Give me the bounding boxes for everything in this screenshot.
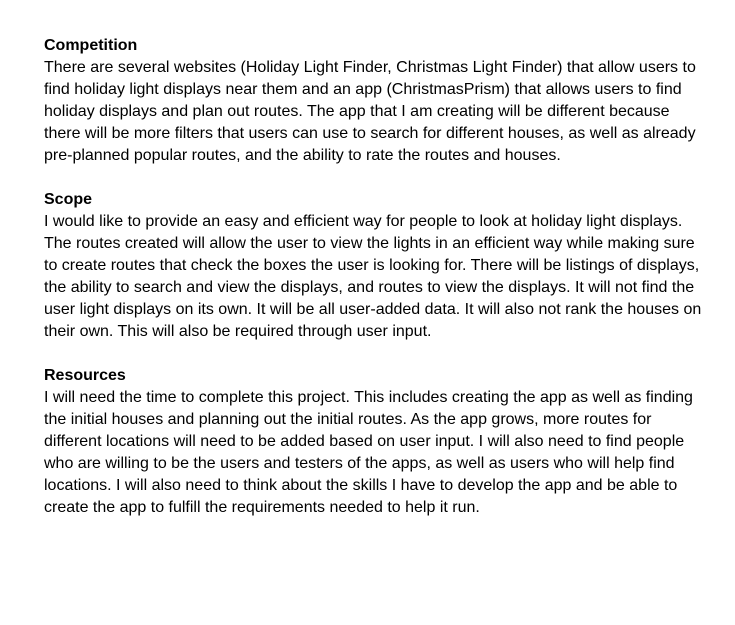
- section-body-resources: I will need the time to complete this project. This includes creating the app as well as finding the initial houses and planning out the initial routes. As the app grows, more routes for different locations will need to be added based on user input. I will also need to find people who are willing to be the users and testers of the apps, as well as users who will help find locations. I will also need to think about the skills I have to develop the app and be able to create the app to fulfill the requirements needed to help it run.: [44, 389, 693, 516]
- document-body: [44, 35, 704, 541]
- section-body-competition: There are several websites (Holiday Light Finder, Christmas Light Finder) that allow users to find holiday light displays near them and an app (ChristmasPrism) that allows users to find holiday displays and plan out routes. The app that I am creating will be different because there will be more filters that users can use to search for different houses, as well as already pre-planned popular routes, and the ability to rate the routes and houses.: [44, 59, 696, 164]
- section-resources: [44, 365, 704, 519]
- section-heading-scope: Scope: [44, 191, 93, 208]
- section-body-scope: I would like to provide an easy and efficient way for people to look at holiday light displays. The routes created will allow the user to view the lights in an efficient way while making sure to create routes that check the boxes the user is looking for. There will be listings of displays, the ability to search and view the displays, and routes to view the displays. It will not find the user light displays on its own. It will be all user-added data. It will also not rank the houses on their own. This will also be required through user input.: [44, 213, 702, 340]
- section-scope: [44, 189, 704, 343]
- section-heading-resources: Resources: [44, 367, 126, 384]
- section-competition: [44, 35, 704, 167]
- section-heading-competition: Competition: [44, 37, 138, 54]
